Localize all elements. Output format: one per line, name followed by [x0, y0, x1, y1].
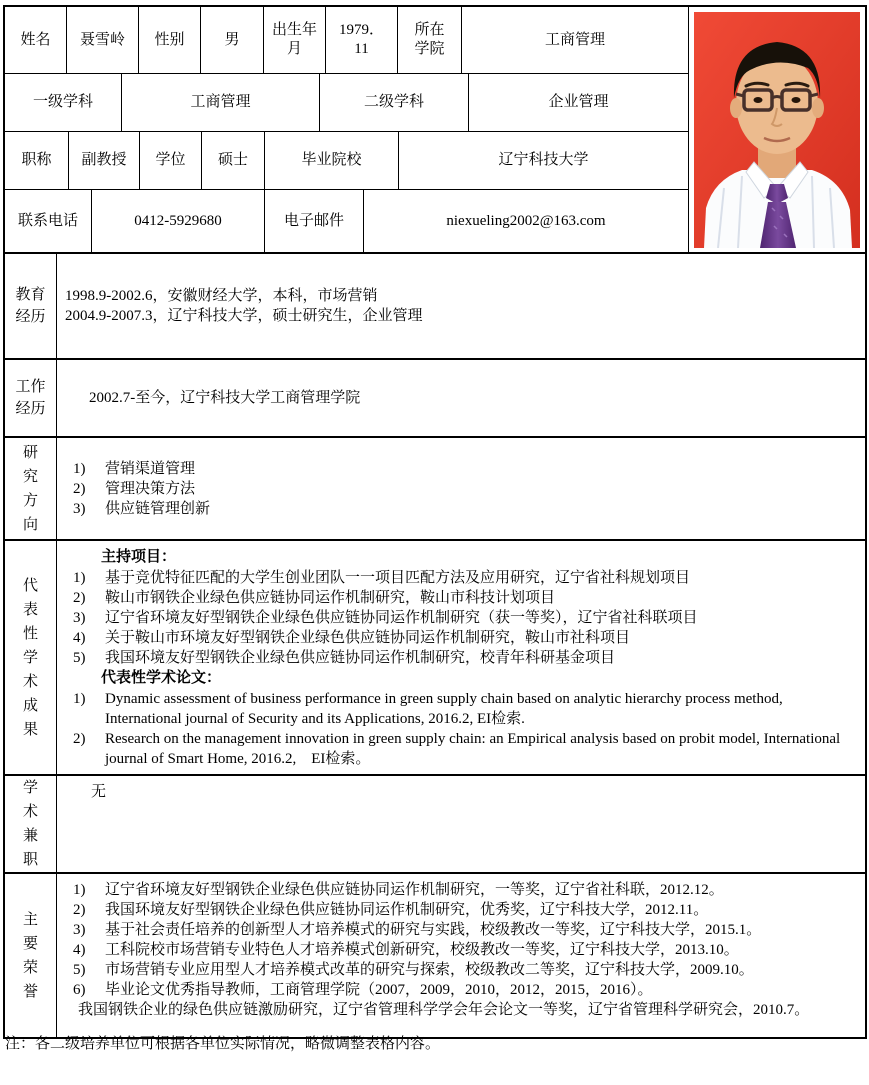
degree-value-cell — [202, 132, 265, 189]
positions-content — [57, 776, 865, 854]
name-value: 聂雪岭 — [79, 31, 125, 48]
honor-item: 基于社会责任培养的创新型人才培养模式的研究与实践，校级教改一等奖，辽宁科技大学，2015.1。 — [65, 920, 855, 940]
projects-header: 主持项目： — [101, 549, 177, 565]
discipline1-value: 工商管理 — [190, 94, 251, 110]
work-label-cell — [5, 360, 57, 436]
project-item: 关于鞍山市环境友好型钢铁企业绿色供应链协同运作机制研究，鞍山市社科项目 — [65, 628, 855, 648]
resume-table — [3, 5, 867, 1039]
discipline1-value-cell — [122, 74, 320, 131]
list-number — [73, 499, 99, 519]
title-value-cell — [69, 132, 140, 189]
photo-cell — [688, 7, 865, 252]
discipline1-label-cell — [5, 74, 122, 131]
college-label-cell — [398, 7, 462, 73]
school-label-cell — [265, 132, 399, 189]
list-number — [73, 568, 99, 588]
honor-item: 辽宁省环境友好型钢铁企业绿色供应链协同运作机制研究，一等奖，辽宁省社科联，2012.12。 — [65, 880, 855, 900]
discipline2-label: 二级学科 — [363, 94, 424, 110]
gender-value-cell — [201, 7, 264, 73]
birth-value-cell — [326, 7, 398, 73]
college-value-cell — [462, 7, 688, 73]
section-work — [5, 358, 865, 436]
name-label: 姓名 — [20, 31, 51, 48]
honor-item: 毕业论文优秀指导教师，工商管理学院（2007，2009，2010，2012，2015，2016）。 — [65, 980, 855, 1000]
list-number — [73, 479, 99, 499]
row-basic — [5, 7, 688, 74]
discipline2-value: 企业管理 — [548, 94, 609, 110]
achievements-label-cell — [5, 541, 57, 774]
project-item: 我国环境友好型钢铁企业绿色供应链协同运作机制研究，校青年科研基金项目 — [65, 648, 855, 668]
discipline1-label: 一级学科 — [32, 94, 93, 110]
title-label: 职称 — [21, 152, 52, 168]
email-value-cell — [364, 190, 688, 252]
honor-item: 我国环境友好型钢铁企业绿色供应链协同运作机制研究，优秀奖，辽宁科技大学，2012.11。 — [65, 900, 855, 920]
section-honors — [5, 872, 865, 1037]
phone-value: 0412-5929680 — [134, 212, 222, 229]
phone-label: 联系电话 — [17, 212, 78, 229]
paper-item: Dynamic assessment of business performance in green supply chain based on analytic hierarchy process method, International journal of Security and its Applications, 2016.2, EI检索. — [65, 689, 855, 729]
degree-value: 硕士 — [217, 152, 248, 168]
birth-value: 1979．11 — [338, 22, 384, 57]
footer-note: 注：各二级培养单位可根据各单位实际情况，略微调整表格内容。 — [5, 1036, 441, 1052]
gender-label-cell — [139, 7, 201, 73]
discipline2-label-cell — [320, 74, 469, 131]
education-line: 1998.9-2002.6，安徽财经大学，本科，市场营销 — [65, 288, 378, 304]
research-item: 营销渠道管理 — [65, 459, 855, 479]
paper-item: Research on the management innovation in green supply chain: an Empirical analysis based on probit model, International journal of Smart Home, 2016.2, EI检索。 — [65, 729, 855, 769]
research-item: 管理决策方法 — [65, 479, 855, 499]
list-number — [73, 459, 99, 479]
phone-value-cell — [92, 190, 265, 252]
work-label: 工作经历 — [15, 379, 46, 417]
title-value: 副教授 — [81, 152, 127, 168]
project-item: 鞍山市钢铁企业绿色供应链协同运作机制研究，鞍山市科技计划项目 — [65, 588, 855, 608]
work-content — [57, 360, 865, 436]
research-content — [57, 438, 865, 539]
gender-value: 男 — [224, 31, 240, 48]
college-value: 工商管理 — [544, 31, 605, 48]
honors-label: 主要荣誉 — [22, 911, 38, 1000]
discipline2-value-cell — [469, 74, 688, 131]
portrait-photo — [694, 12, 860, 248]
research-label-cell — [5, 438, 57, 539]
list-number — [73, 920, 99, 940]
positions-label-cell — [5, 776, 57, 872]
papers-header: 代表性学术论文： — [101, 670, 222, 686]
honors-label-cell — [5, 874, 57, 1037]
list-number — [73, 940, 99, 960]
school-value-cell — [399, 132, 688, 189]
education-label: 教育经历 — [15, 287, 46, 325]
gender-label: 性别 — [154, 31, 185, 48]
birth-label: 出生年月 — [271, 22, 317, 57]
email-value: niexueling2002@163.com — [446, 212, 606, 229]
research-label: 研究方向 — [22, 444, 38, 533]
honor-tail-line: 我国钢铁企业的绿色供应链激励研究，辽宁省管理科学学会年会论文一等奖，辽宁省管理科学研究会，2010.7。 — [78, 1002, 810, 1018]
personal-info-rows — [5, 7, 688, 252]
project-item: 辽宁省环境友好型钢铁企业绿色供应链协同运作机制研究（获一等奖），辽宁省社科联项目 — [65, 608, 855, 628]
research-item: 供应链管理创新 — [65, 499, 855, 519]
work-line: 2002.7-至今，辽宁科技大学工商管理学院 — [89, 390, 361, 406]
honor-item: 工科院校市场营销专业特色人才培养模式创新研究，校级教改一等奖，辽宁科技大学，2013.10。 — [65, 940, 855, 960]
education-label-cell — [5, 254, 57, 358]
honor-item: 市场营销专业应用型人才培养模式改革的研究与探索，校级教改二等奖，辽宁科技大学，2009.10。 — [65, 960, 855, 980]
name-label-cell — [5, 7, 67, 73]
personal-info-block — [5, 7, 865, 252]
list-number — [73, 628, 99, 648]
row-discipline — [5, 74, 688, 132]
title-label-cell — [5, 132, 69, 189]
school-value: 辽宁科技大学 — [498, 152, 589, 168]
college-label: 所在学院 — [414, 22, 445, 57]
name-value-cell — [67, 7, 139, 73]
education-line: 2004.9-2007.3，辽宁科技大学，硕士研究生，企业管理 — [65, 308, 423, 324]
email-label-cell — [265, 190, 364, 252]
degree-label-cell — [140, 132, 202, 189]
honors-content — [57, 874, 865, 1037]
positions-line: 无 — [91, 784, 107, 800]
section-achievements — [5, 539, 865, 774]
section-positions — [5, 774, 865, 872]
list-number — [73, 648, 99, 668]
row-title-degree — [5, 132, 688, 190]
degree-label: 学位 — [155, 152, 186, 168]
list-number — [73, 980, 99, 1000]
list-number — [73, 588, 99, 608]
positions-label: 学术兼职 — [22, 780, 38, 868]
row-contact — [5, 190, 688, 252]
education-content — [57, 254, 865, 358]
list-number — [73, 729, 99, 769]
list-number — [73, 960, 99, 980]
list-number — [73, 689, 99, 729]
achievements-content — [57, 541, 865, 774]
project-item: 基于竞优特征匹配的大学生创业团队一一项目匹配方法及应用研究，辽宁省社科规划项目 — [65, 568, 855, 588]
list-number — [73, 608, 99, 628]
list-number — [73, 900, 99, 920]
list-number — [73, 880, 99, 900]
phone-label-cell — [5, 190, 92, 252]
section-research — [5, 436, 865, 539]
section-education — [5, 252, 865, 358]
school-label: 毕业院校 — [301, 152, 362, 168]
achievements-label: 代表性学术成果 — [22, 577, 38, 738]
birth-label-cell — [264, 7, 326, 73]
email-label: 电子邮件 — [283, 212, 344, 229]
